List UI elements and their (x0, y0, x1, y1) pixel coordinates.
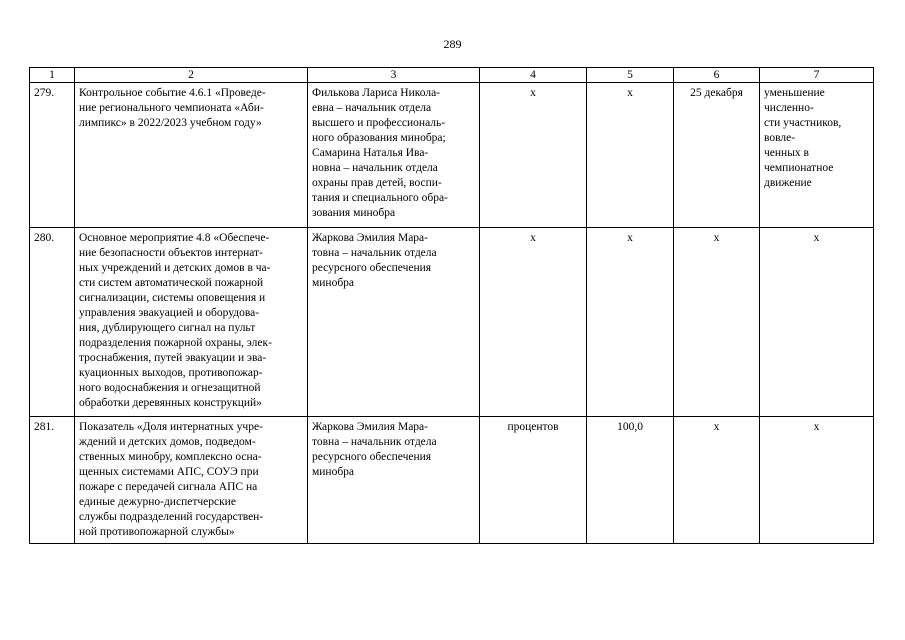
table-header-row (30, 68, 874, 83)
document-table (29, 67, 874, 544)
page-number: 289 (443, 37, 462, 51)
table-row (30, 228, 874, 417)
event-name: Основное мероприятие 4.8 «Обеспече- ние безопасности объектов интернат- ных учреждений и детских домов в ча- сти систем автоматической пожарной сигнализации, системы оповещения и управления эвакуацией и оборудова- ния, дублирующего сигнал на пульт подразделения пожарной охраны, элек- троснабжения, путей эвакуации и эва- куационных выходов, противопожар- ного водоснабжения и огнезащитной обработки деревянных конструкций» (75, 228, 308, 417)
row-number: 280. (30, 228, 75, 417)
unit-cell: процентов (480, 417, 587, 544)
header-col-4: 4 (480, 68, 587, 83)
header-col-7: 7 (760, 68, 874, 83)
event-name: Показатель «Доля интернатных учре- ждений и детских домов, подведом- ственных минобру, комплексно осна- щенных системами АПС, СОУЭ при пожаре с передачей сигнала АПС на единые дежурно-диспетчерские службы подразделений государствен- ной противопожарной службы» (75, 417, 308, 544)
row-number: 281. (30, 417, 75, 544)
header-col-6: 6 (674, 68, 760, 83)
date-cell: х (674, 417, 760, 544)
value-cell: х (587, 83, 674, 228)
row-number: 279. (30, 83, 75, 228)
risk-cell: х (760, 228, 874, 417)
header-col-3: 3 (308, 68, 480, 83)
date-cell: х (674, 228, 760, 417)
unit-cell: х (480, 83, 587, 228)
responsible-person: Жаркова Эмилия Мара- товна – начальник отдела ресурсного обеспечения минобра (308, 417, 480, 544)
value-cell: 100,0 (587, 417, 674, 544)
responsible-person: Жаркова Эмилия Мара- товна – начальник отдела ресурсного обеспечения минобра (308, 228, 480, 417)
header-col-2: 2 (75, 68, 308, 83)
header-col-1: 1 (30, 68, 75, 83)
value-cell: х (587, 228, 674, 417)
responsible-person: Филькова Лариса Никола- евна – начальник отдела высшего и профессиональ- ного образования минобра; Самарина Наталья Ива- новна – начальник отдела охраны прав детей, воспи- тания и специального обра- зования минобра (308, 83, 480, 228)
risk-cell: х (760, 417, 874, 544)
event-name: Контрольное событие 4.6.1 «Проведе- ние регионального чемпионата «Аби- лимпикс» в 2022/2023 учебном году» (75, 83, 308, 228)
table-row (30, 83, 874, 228)
unit-cell: х (480, 228, 587, 417)
risk-cell: уменьшение численно- сти участников, вовле- ченных в чемпионатное движение (760, 83, 874, 228)
header-col-5: 5 (587, 68, 674, 83)
date-cell: 25 декабря (674, 83, 760, 228)
table-row (30, 417, 874, 544)
